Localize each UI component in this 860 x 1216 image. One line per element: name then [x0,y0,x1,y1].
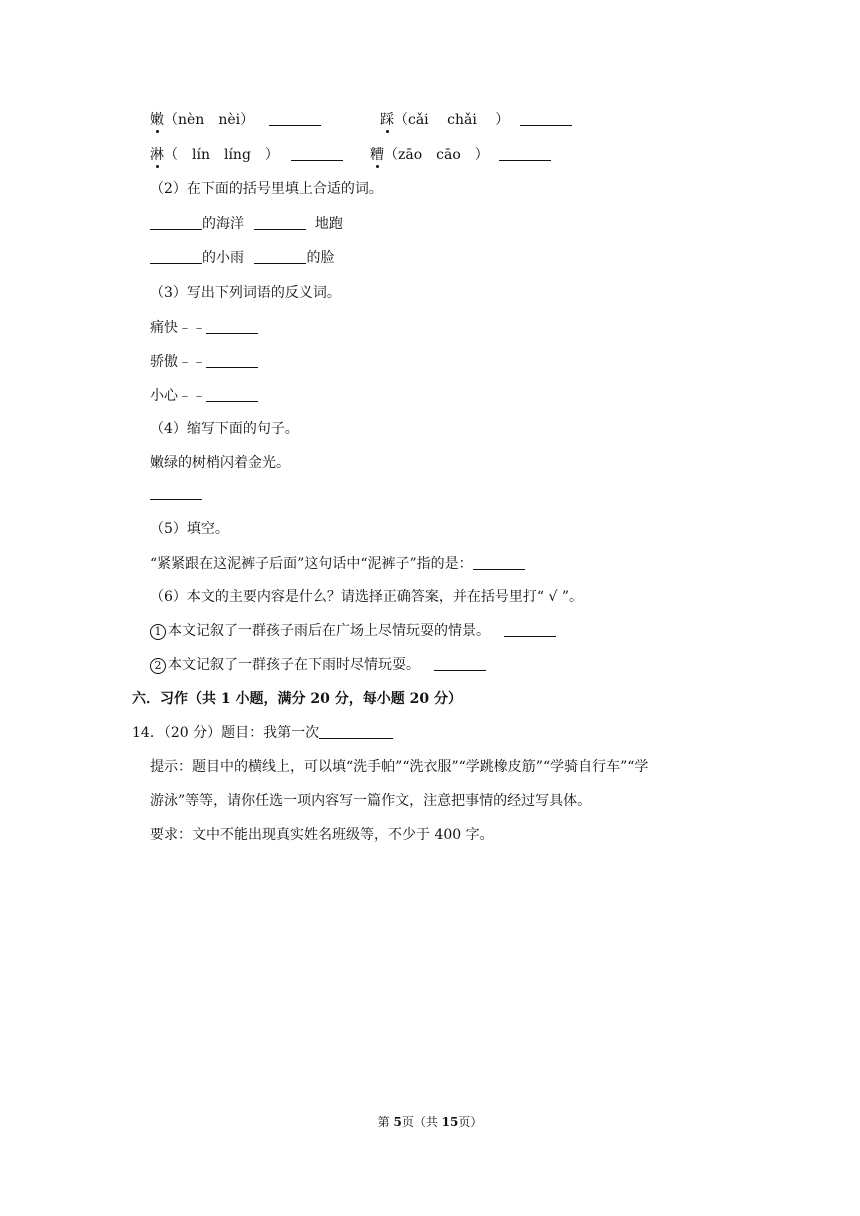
pinyin-row-1-b [380,111,572,129]
total-pages: 15 [441,1115,459,1129]
answer-blank[interactable] [150,215,202,230]
q2-prompt: （2）在下面的括号里填上合适的词。 [150,181,383,197]
q4-answer [150,485,202,503]
answer-blank[interactable] [434,656,486,671]
q6-prompt: （6）本文的主要内容是什么？请选择正确答案，并在括号里打“ √ ”。 [150,589,584,605]
q5-question: “紧紧跟在这泥裤子后面”这句话中“泥裤子”指的是： [150,556,473,572]
footer-text: 页） [458,1115,483,1129]
q6-option-2 [150,656,486,674]
answer-blank[interactable] [473,555,525,570]
q4-prompt: （4）缩写下面的句子。 [150,421,299,437]
answer-blank[interactable] [150,485,202,500]
q2-row-2 [150,249,334,267]
answer-blank[interactable] [206,353,258,368]
answer-blank[interactable] [254,215,306,230]
q3-prompt: （3）写出下列词语的反义词。 [150,285,341,301]
q4-sentence: 嫩绿的树梢闪着金光。 [150,455,290,471]
answer-blank[interactable] [291,146,343,161]
answer-blank[interactable] [254,249,306,264]
pinyin-row-1 [150,111,321,129]
pinyin-options: （cǎi chǎi ） [394,112,510,128]
option-text: 本文记叙了一群孩子雨后在广场上尽情玩耍的情景。 [168,623,490,639]
q3-item [150,319,258,337]
answer-blank[interactable] [504,622,556,637]
q14-requirement: 要求：文中不能出现真实姓名班级等，不少于 400 字。 [150,827,494,843]
q14-hint-2: 游泳”等等，请你任选一项内容写一篇作文，注意把事情的经过写具体。 [150,793,592,809]
q2-row-1 [150,215,343,233]
pinyin-char: 踩 [380,112,394,128]
q2-word: 地跑 [314,216,343,232]
pinyin-char: 嫩 [150,112,164,128]
q14-title-text: 14．（20 分）题目：我第一次 [132,725,320,741]
page-footer [0,1113,860,1130]
option-number: 1 [150,624,166,640]
answer-blank[interactable] [520,111,572,126]
page-number: 5 [393,1115,402,1129]
antonym-word: 骄傲﹣﹣ [150,354,206,370]
title-blank[interactable] [319,724,393,739]
option-number: 2 [150,658,166,674]
pinyin-options: （nèn nèi） [164,112,255,128]
q2-word: 的海洋 [202,216,244,232]
answer-blank[interactable] [206,387,258,402]
footer-text: 页（共 [401,1115,442,1129]
q14-hint-1: 提示：题目中的横线上，可以填“洗手帕”“洗衣服”“学跳橡皮筋”“学骑自行车”“学 [150,759,649,775]
answer-blank[interactable] [206,319,258,334]
pinyin-options: （zāo cāo ） [384,147,489,163]
section-heading: 六．习作（共 1 小题，满分 20 分，每小题 20 分） [132,691,462,707]
pinyin-row-2 [150,146,343,164]
q14-title [132,724,393,742]
answer-blank[interactable] [150,249,202,264]
q2-word: 的脸 [306,250,335,266]
q2-word: 的小雨 [202,250,244,266]
answer-blank[interactable] [269,111,321,126]
pinyin-row-2-b [370,146,551,164]
q3-item [150,353,258,371]
answer-blank[interactable] [499,146,551,161]
q5-text [150,555,525,573]
pinyin-char: 糟 [370,147,384,163]
q6-option-1 [150,622,556,640]
antonym-word: 小心﹣﹣ [150,388,206,404]
pinyin-char: 淋 [150,147,164,163]
antonym-word: 痛快﹣﹣ [150,320,206,336]
option-text: 本文记叙了一群孩子在下雨时尽情玩耍。 [168,657,420,673]
pinyin-options: （ lín líng ） [164,147,279,163]
footer-text: 第 [377,1115,394,1129]
q5-prompt: （5）填空。 [150,521,229,537]
q3-item [150,387,258,405]
